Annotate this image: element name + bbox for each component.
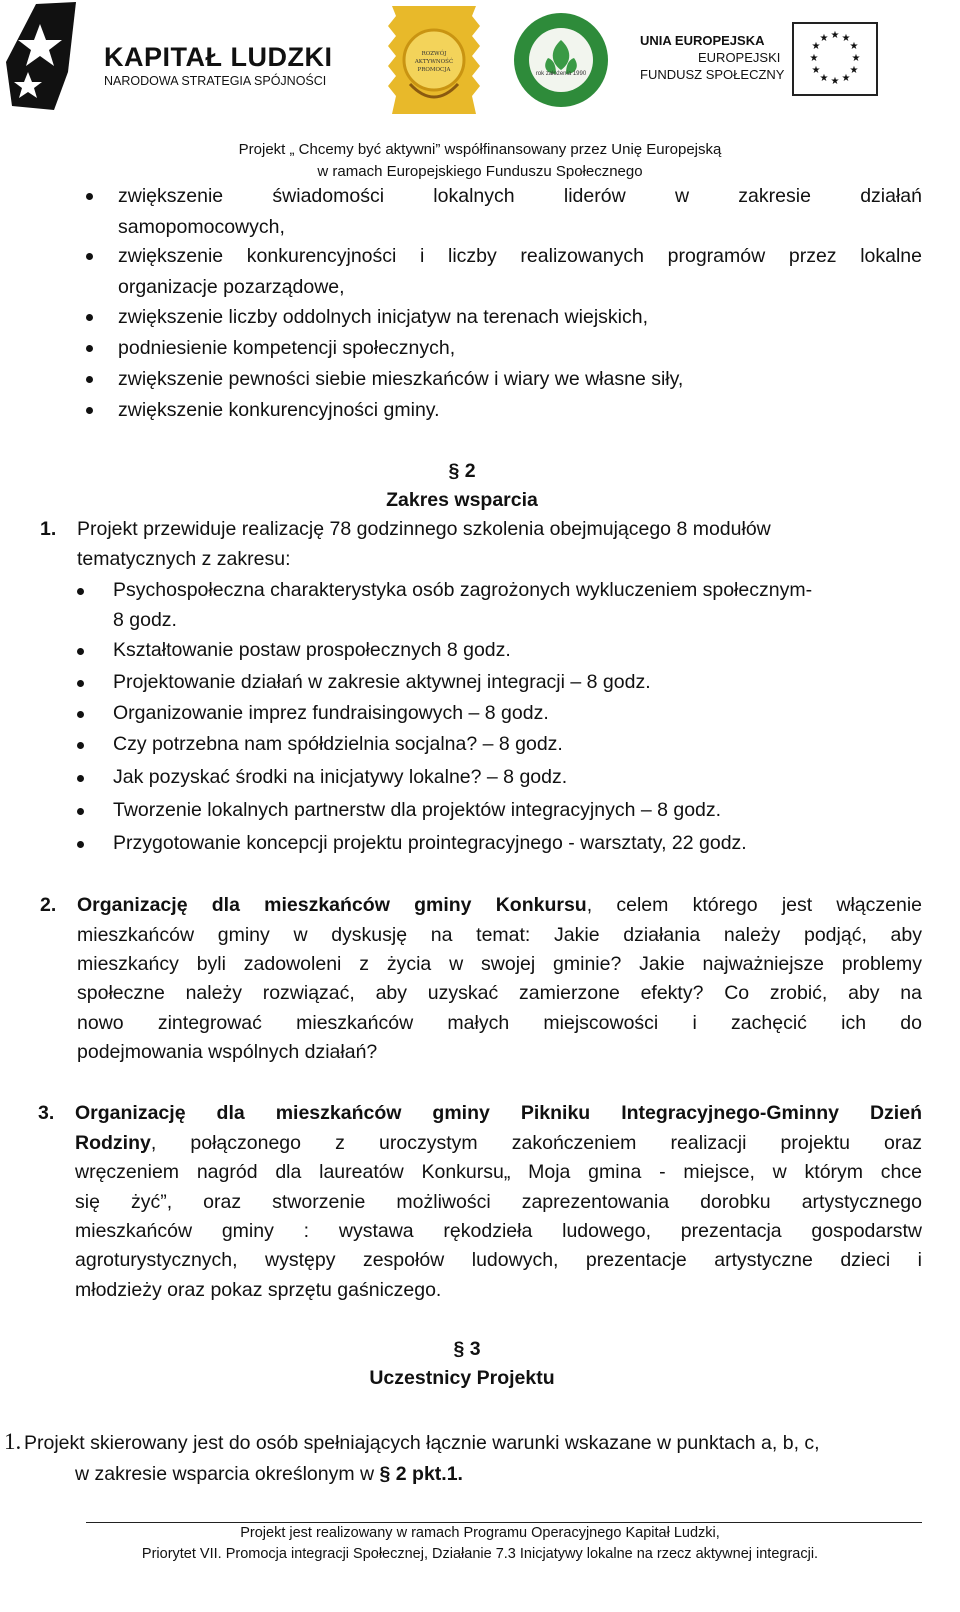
module-1: Psychospołeczna charakterystyka osób zagrożonych wykluczeniem społecznym-: [113, 579, 813, 601]
section-2-item-3-line-2: [75, 1128, 922, 1158]
module-5: Czy potrzebna nam spółdzielnia socjalna? – 8 godz.: [113, 733, 563, 755]
goal-bullet-5: [86, 376, 93, 383]
footer-line-1: Projekt jest realizowany w ramach Programu Operacyjnego Kapitał Ludzki,: [240, 1525, 720, 1541]
section-3-paragraph-sign: § 3: [453, 1338, 481, 1360]
frl-seal-icon: [512, 10, 610, 110]
section-3-item-1-reference: § 2 pkt.1.: [379, 1463, 463, 1485]
section-2-item-1-number: 1.: [40, 518, 57, 540]
section-3-item-1-line-2-text: w zakresie wsparcia określonym w: [75, 1463, 380, 1485]
goal-1: zwiększenie świadomości lokalnych liderów w zakresie działań: [118, 185, 922, 207]
svg-text:★: ★: [809, 53, 819, 64]
goal-1-cont: samopomocowych,: [118, 216, 285, 238]
eu-flag-icon: [792, 22, 878, 96]
svg-text:★: ★: [830, 76, 840, 87]
section-2-item-3-line-5: mieszkańców gminy : wystawa rękodzieła ludowego, prezentacja gospodarstw: [75, 1220, 922, 1242]
footer-rule: [86, 1522, 922, 1523]
module-bullet-6: [77, 775, 84, 782]
footer-line-2: Priorytet VII. Promocja integracji Społecznej, Działanie 7.3 Inicjatywy lokalne na rzecz aktywnej integracji.: [141, 1546, 819, 1562]
goal-bullet-6: [86, 407, 93, 414]
goal-bullet-2: [86, 253, 93, 260]
svg-text:★: ★: [819, 73, 829, 84]
section-2-item-2-line-1: [77, 890, 922, 920]
item-2-line-1-rest: , celem którego jest włączenie: [586, 894, 923, 916]
header-logos: [0, 0, 960, 140]
module-1-cont: 8 godz.: [113, 609, 177, 631]
section-2-item-2-line-5: nowo zintegrować mieszkańców małych miejscowości i zachęcić ich do: [77, 1012, 922, 1034]
goal-2: zwiększenie konkurencyjności i liczby realizowanych programów przez lokalne: [118, 245, 922, 267]
section-2-item-3-line-1: Organizację dla mieszkańców gminy Pikniku Integracyjnego-Gminny Dzień: [75, 1102, 922, 1124]
item-3-line-2-rest: , połączonego z uroczystym zakończeniem realizacji projektu oraz: [150, 1132, 922, 1154]
project-line-2: w ramach Europejskiego Funduszu Społecznego: [317, 163, 643, 180]
module-bullet-7: [77, 808, 84, 815]
module-bullet-4: [77, 711, 84, 718]
section-3-item-1-number: 1.: [4, 1429, 22, 1454]
eu-text: [640, 32, 784, 83]
eu-line-1: UNIA EUROPEJSKA: [640, 33, 765, 48]
svg-text:★: ★: [811, 41, 821, 52]
goal-bullet-4: [86, 345, 93, 352]
svg-text:★: ★: [841, 33, 851, 44]
kapital-ludzki-subtitle: NARODOWA STRATEGIA SPÓJNOŚCI: [104, 74, 327, 88]
section-2-item-2-line-4: społeczne należy rozwiązać, aby uzyskać zamierzone efekty? Co zrobić, aby na: [77, 982, 922, 1004]
module-7: Tworzenie lokalnych partnerstw dla projektów integracyjnych – 8 godz.: [113, 799, 722, 821]
section-2-item-1-line-2: tematycznych z zakresu:: [77, 548, 291, 570]
section-2-item-2-line-3: mieszkańcy byli zadowoleni z życia w swojej gminie? Jakie najważniejsze problemy: [77, 953, 922, 975]
goal-6: zwiększenie konkurencyjności gminy.: [118, 399, 440, 421]
svg-text:★: ★: [830, 30, 840, 41]
eu-logo: [640, 22, 940, 102]
eu-line-2: EUROPEJSKI: [698, 50, 781, 65]
section-2-item-2-number: 2.: [40, 894, 57, 916]
module-3: Projektowanie działań w zakresie aktywnej integracji – 8 godz.: [113, 671, 651, 693]
section-3-item-1-line-2: [75, 1459, 463, 1489]
section-2-item-3-number: 3.: [38, 1102, 55, 1124]
item-2-bold-text: Organizację dla mieszkańców gminy Konkursu: [77, 894, 587, 916]
eu-line-3: FUNDUSZ SPOŁECZNY: [640, 67, 785, 82]
svg-text:★: ★: [849, 65, 859, 76]
kapital-ludzki-star-icon: [6, 2, 86, 112]
kapital-ludzki-logo: [6, 2, 336, 112]
section-2-item-3-line-7: młodzieży oraz pokaz sprzętu gaśniczego.: [75, 1279, 442, 1301]
svg-text:★: ★: [819, 33, 829, 44]
module-bullet-2: [77, 648, 84, 655]
svg-text:★: ★: [841, 73, 851, 84]
module-4: Organizowanie imprez fundraisingowych – 8 godz.: [113, 702, 549, 724]
project-line-1: Projekt „ Chcemy być aktywni” współfinansowany przez Unię Europejską: [238, 141, 722, 158]
section-2-item-3-line-4: się żyć”, oraz stworzenie możliwości zaprezentowania dorobku artystycznego: [75, 1191, 922, 1213]
section-2-item-3-line-3: wręczeniem nagród dla laureatów Konkursu„ Moja gmina - miejsce, w którym chce: [75, 1161, 922, 1183]
section-2-item-2-line-2: mieszkańców gminy w dyskusję na temat: Jakie działania należy podjąć, aby: [77, 924, 922, 946]
module-bullet-1: [77, 588, 84, 595]
frl-logo: [512, 10, 610, 110]
module-bullet-8: [77, 841, 84, 848]
svg-text:★: ★: [811, 65, 821, 76]
module-6: Jak pozyskać środki na inicjatywy lokalne? – 8 godz.: [113, 766, 568, 788]
item-3-bold-text: Rodziny: [75, 1132, 151, 1154]
goal-bullet-1: [86, 193, 93, 200]
goal-3: zwiększenie liczby oddolnych inicjatyw na terenach wiejskich,: [118, 306, 648, 328]
module-bullet-5: [77, 742, 84, 749]
aktywnosc-sun-logo: [384, 6, 484, 114]
frl-year-text: rok założenia 1990: [535, 71, 587, 77]
kapital-ludzki-title: KAPITAŁ LUDZKI: [104, 42, 333, 72]
goal-2-cont: organizacje pozarządowe,: [118, 276, 345, 298]
svg-text:★: ★: [851, 53, 861, 64]
svg-text:★: ★: [849, 41, 859, 52]
section-2-paragraph-sign: § 2: [448, 460, 476, 482]
section-2-item-3-line-6: agroturystycznych, występy zespołów ludowych, prezentacje artystyczne dzieci i: [75, 1249, 922, 1271]
section-2-item-2-line-6: podejmowania wspólnych działań?: [77, 1041, 378, 1063]
module-bullet-3: [77, 680, 84, 687]
section-3-item-1-line-1: Projekt skierowany jest do osób spełniających łącznie warunki wskazane w punktach a, b, c,: [24, 1432, 820, 1454]
goal-5: zwiększenie pewności siebie mieszkańców i wiary we własne siły,: [118, 368, 684, 390]
module-2: Kształtowanie postaw prospołecznych 8 godz.: [113, 639, 511, 661]
sun-logo-text: ROZWÓJ AKTYWNOŚĆ PROMOCJA: [414, 51, 454, 73]
goal-bullet-3: [86, 314, 93, 321]
module-8: Przygotowanie koncepcji projektu prointegracyjnego - warsztaty, 22 godz.: [113, 832, 747, 854]
section-2-title: Zakres wsparcia: [386, 489, 538, 511]
section-3-title: Uczestnicy Projektu: [369, 1367, 555, 1389]
section-2-item-1-line-1: Projekt przewiduje realizację 78 godzinnego szkolenia obejmującego 8 modułów: [77, 518, 771, 540]
goal-4: podniesienie kompetencji społecznych,: [118, 337, 456, 359]
